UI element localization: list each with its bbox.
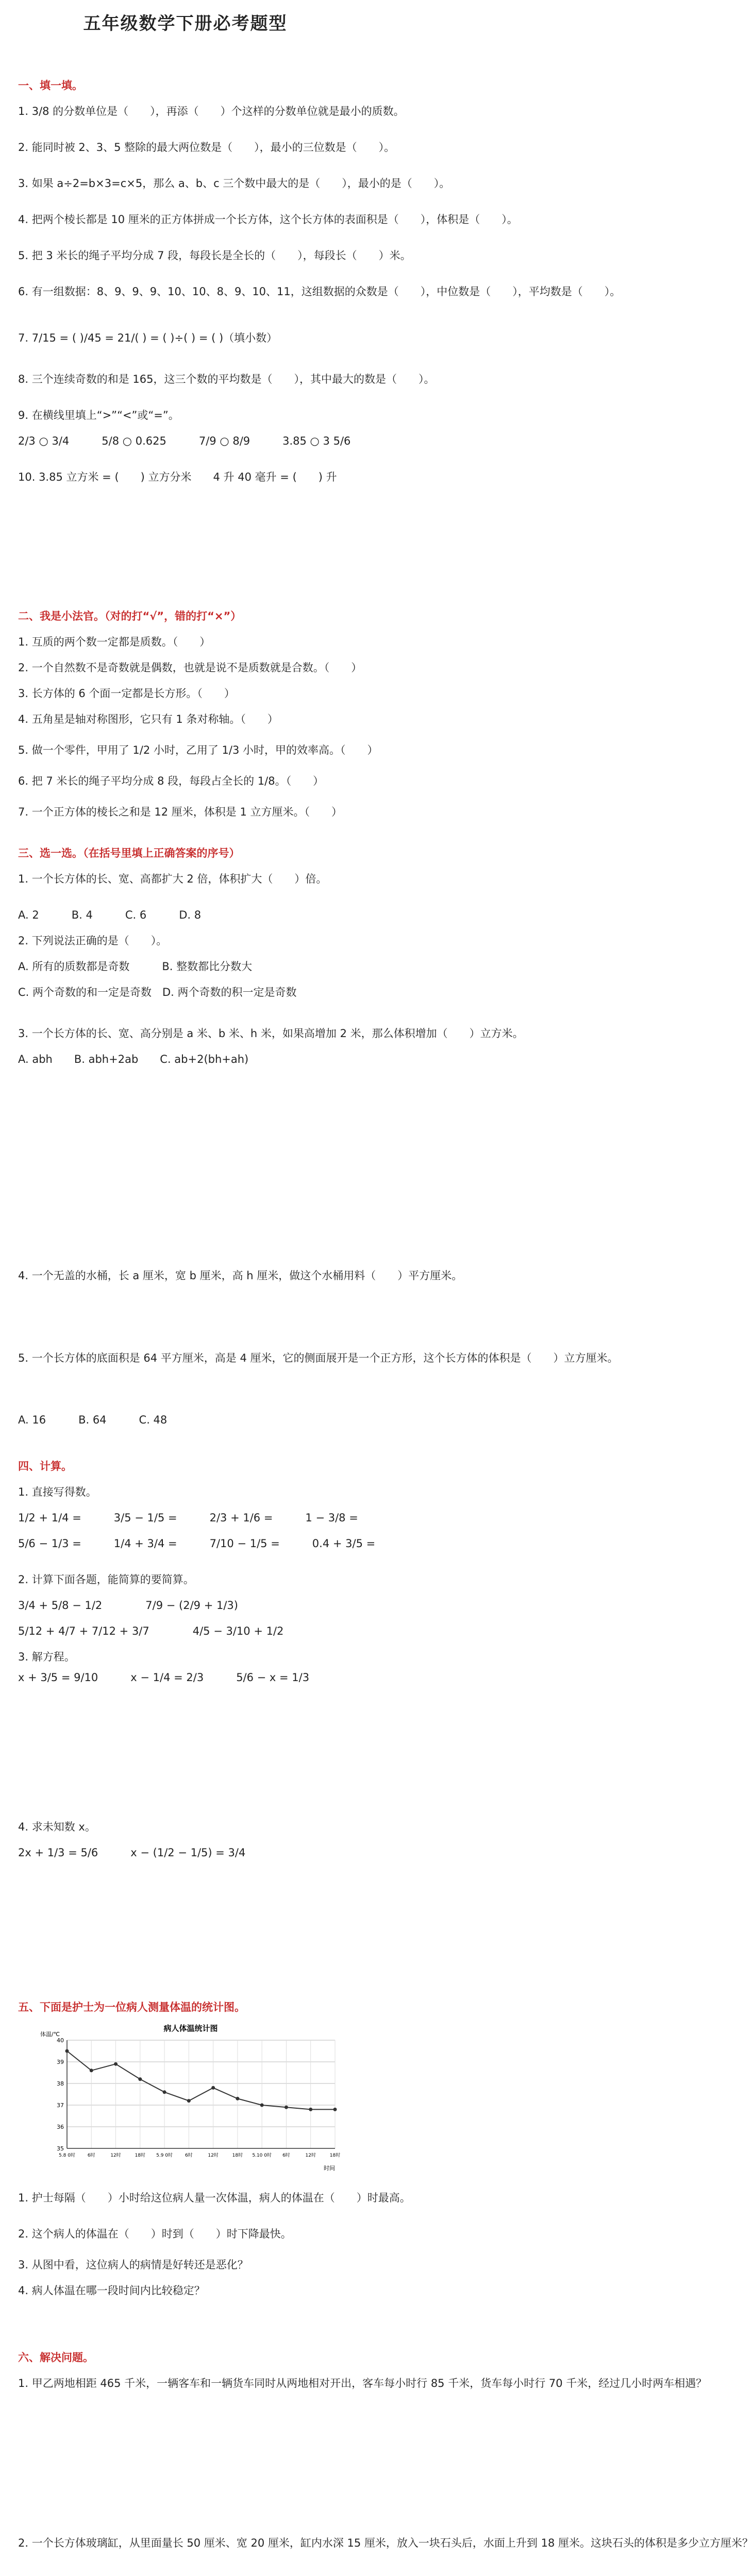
s3-q1-options: A. 2 B. 4 C. 6 D. 8	[18, 909, 202, 921]
s1-q8: 8. 三个连续奇数的和是 165，这三个数的平均数是（ ），其中最大的数是（ ）。	[18, 373, 435, 385]
s2-q5: 5. 做一个零件，甲用了 1/2 小时，乙用了 1/3 小时，甲的效率高。（ ）	[18, 744, 378, 756]
s1-q10: 10. 3.85 立方米 = ( ) 立方分米 4 升 40 毫升 = ( ) 升	[18, 471, 337, 483]
temperature-chart	[36, 2020, 345, 2174]
y-tick-label: 38	[57, 2080, 64, 2087]
s2-q6: 6. 把 7 米长的绳子平均分成 8 段，每段占全长的 1/8。（ ）	[18, 775, 324, 787]
data-point	[236, 2097, 239, 2100]
s1-q5: 5. 把 3 米长的绳子平均分成 7 段，每段长是全长的（ ），每段长（ ）米。	[18, 249, 411, 262]
page-title: 五年级数学下册必考题型	[83, 13, 288, 34]
y-tick-label: 39	[57, 2059, 64, 2065]
s2-q3: 3. 长方体的 6 个面一定都是长方形。（ ）	[18, 687, 235, 700]
s4-p4: 4. 求未知数 x。	[18, 1821, 96, 1833]
s1-q9a: 2/3 ○ 3/4 5/8 ○ 0.625 7/9 ○ 8/9 3.85 ○ 3 5/6	[18, 435, 351, 447]
s3-q1: 1. 一个长方体的长、宽、高都扩大 2 倍，体积扩大（ ）倍。	[18, 873, 327, 885]
s2-q1: 1. 互质的两个数一定都是质数。（ ）	[18, 636, 211, 648]
s5-q1: 1. 护士每隔（ ）小时给这位病人量一次体温，病人的体温在（ ）时最高。	[18, 2192, 411, 2204]
s2-q7: 7. 一个正方体的棱长之和是 12 厘米，体积是 1 立方厘米。（ ）	[18, 806, 342, 818]
data-point	[309, 2108, 312, 2111]
s4-p1b: 5/6 − 1/3 = 1/4 + 3/4 = 7/10 − 1/5 = 0.4 + 3/5 =	[18, 1537, 376, 1550]
s4-p1: 1. 直接写得数。	[18, 1486, 97, 1498]
x-tick-label: 5.8 0时	[59, 2153, 75, 2158]
s2-q4: 4. 五角星是轴对称图形，它只有 1 条对称轴。（ ）	[18, 713, 278, 725]
s3-q3-options: A. abh B. abh+2ab C. ab+2(bh+ah)	[18, 1053, 249, 1065]
s4-p3a: x + 3/5 = 9/10 x − 1/4 = 2/3 5/6 − x = 1/3	[18, 1671, 310, 1684]
s3-q2-options-b: C. 两个奇数的和一定是奇数 D. 两个奇数的积一定是奇数	[18, 986, 297, 998]
x-tick-label: 12时	[208, 2153, 219, 2158]
section-3-heading: 三、选一选。（在括号里填上正确答案的序号）	[18, 847, 240, 859]
data-point	[65, 2049, 69, 2053]
data-point	[187, 2099, 191, 2103]
x-tick-label: 6时	[185, 2153, 193, 2158]
s3-q2-options-a: A. 所有的质数都是奇数 B. 整数都比分数大	[18, 960, 253, 973]
s6-q2: 2. 一个长方体玻璃缸，从里面量长 50 厘米、宽 20 厘米，缸内水深 15 厘米，放入一块石头后，水面上升到 18 厘米。这块石头的体积是多少立方厘米？	[18, 2537, 753, 2549]
y-tick-label: 37	[57, 2102, 64, 2109]
x-tick-label: 18时	[232, 2153, 243, 2158]
data-point	[90, 2069, 93, 2072]
section-1-heading: 一、填一填。	[18, 79, 83, 92]
chart-title: 病人体温统计图	[163, 2024, 218, 2033]
s3-q3: 3. 一个长方体的长、宽、高分别是 a 米、b 米、h 米，如果高增加 2 米，那么体积增加（ ）立方米。	[18, 1027, 524, 1040]
s3-q2: 2. 下列说法正确的是（ ）。	[18, 935, 168, 947]
x-axis-label: 时间	[324, 2165, 335, 2172]
data-point	[138, 2077, 142, 2081]
s5-q3: 3. 从图中看，这位病人的病情是好转还是恶化？	[18, 2259, 248, 2271]
section-6-heading: 六、解决问题。	[18, 2351, 94, 2364]
s1-q3: 3. 如果 a÷2=b×3=c×5，那么 a、b、c 三个数中最大的是（ ），最小的是（ ）。	[18, 177, 450, 190]
s1-q2: 2. 能同时被 2、3、5 整除的最大两位数是（ ），最小的三位数是（ ）。	[18, 141, 395, 154]
y-axis-label: 体温/℃	[40, 2031, 60, 2038]
y-tick-label: 36	[57, 2124, 64, 2130]
x-tick-label: 6时	[87, 2153, 95, 2158]
section-2-heading: 二、我是小法官。（对的打“√”，错的打“×”）	[18, 610, 242, 622]
s1-q6: 6. 有一组数据：8、9、9、9、10、10、8、9、10、11，这组数据的众数是（ ），中位数是（ ），平均数是（ ）。	[18, 285, 621, 298]
s1-q1: 1. 3/8 的分数单位是（ ），再添（ ）个这样的分数单位就是最小的质数。	[18, 105, 405, 117]
x-tick-label: 5.10 0时	[252, 2153, 272, 2158]
s4-p2b: 5/12 + 4/7 + 7/12 + 3/7 4/5 − 3/10 + 1/2	[18, 1625, 284, 1637]
s1-q7: 7. 7/15 = ( )/45 = 21/( ) = ( )÷( ) = ( )（填小数）	[18, 332, 278, 344]
s1-q4: 4. 把两个棱长都是 10 厘米的正方体拼成一个长方体，这个长方体的表面积是（ ），体积是（ ）。	[18, 213, 518, 226]
s6-q1: 1. 甲乙两地相距 465 千米，一辆客车和一辆货车同时从两地相对开出，客车每小时行 85 千米，货车每小时行 70 千米，经过几小时两车相遇？	[18, 2377, 707, 2389]
data-point	[333, 2108, 337, 2111]
s4-p4a: 2x + 1/3 = 5/6 x − (1/2 − 1/5) = 3/4	[18, 1846, 246, 1859]
data-point	[211, 2086, 215, 2090]
s4-p2a: 3/4 + 5/8 − 1/2 7/9 − (2/9 + 1/3)	[18, 1599, 238, 1612]
s3-q4: 4. 一个无盖的水桶，长 a 厘米，宽 b 厘米，高 h 厘米，做这个水桶用料（ ）平方厘米。	[18, 1269, 463, 1282]
s2-q2: 2. 一个自然数不是奇数就是偶数，也就是说不是质数就是合数。（ ）	[18, 662, 362, 674]
s4-p1a: 1/2 + 1/4 = 3/5 − 1/5 = 2/3 + 1/6 = 1 − 3/8 =	[18, 1512, 358, 1524]
y-tick-label: 35	[57, 2145, 64, 2152]
s5-q4: 4. 病人体温在哪一段时间内比较稳定？	[18, 2284, 205, 2297]
series-line	[67, 2051, 335, 2109]
s4-p3: 3. 解方程。	[18, 1651, 75, 1663]
section-4-heading: 四、计算。	[18, 1460, 72, 1472]
s3-q5-options: A. 16 B. 64 C. 48	[18, 1414, 168, 1426]
x-tick-label: 18时	[329, 2153, 341, 2158]
y-tick-label: 40	[57, 2037, 64, 2044]
x-tick-label: 12时	[110, 2153, 121, 2158]
s1-q9: 9. 在横线里填上“>”“<”或“=”。	[18, 409, 179, 421]
data-point	[163, 2090, 166, 2094]
s5-q2: 2. 这个病人的体温在（ ）时到（ ）时下降最快。	[18, 2228, 292, 2240]
data-point	[285, 2106, 288, 2109]
x-tick-label: 12时	[305, 2153, 316, 2158]
data-point	[260, 2104, 264, 2107]
section-5-heading: 五、下面是护士为一位病人测量体温的统计图。	[18, 2001, 245, 2013]
s3-q5: 5. 一个长方体的底面积是 64 平方厘米，高是 4 厘米，它的侧面展开是一个正方形，这个长方体的体积是（ ）立方厘米。	[18, 1352, 618, 1364]
x-tick-label: 6时	[282, 2153, 290, 2158]
x-tick-label: 5.9 0时	[156, 2153, 173, 2158]
s4-p2: 2. 计算下面各题，能简算的要简算。	[18, 1573, 194, 1586]
data-point	[114, 2062, 118, 2066]
x-tick-label: 18时	[135, 2153, 146, 2158]
